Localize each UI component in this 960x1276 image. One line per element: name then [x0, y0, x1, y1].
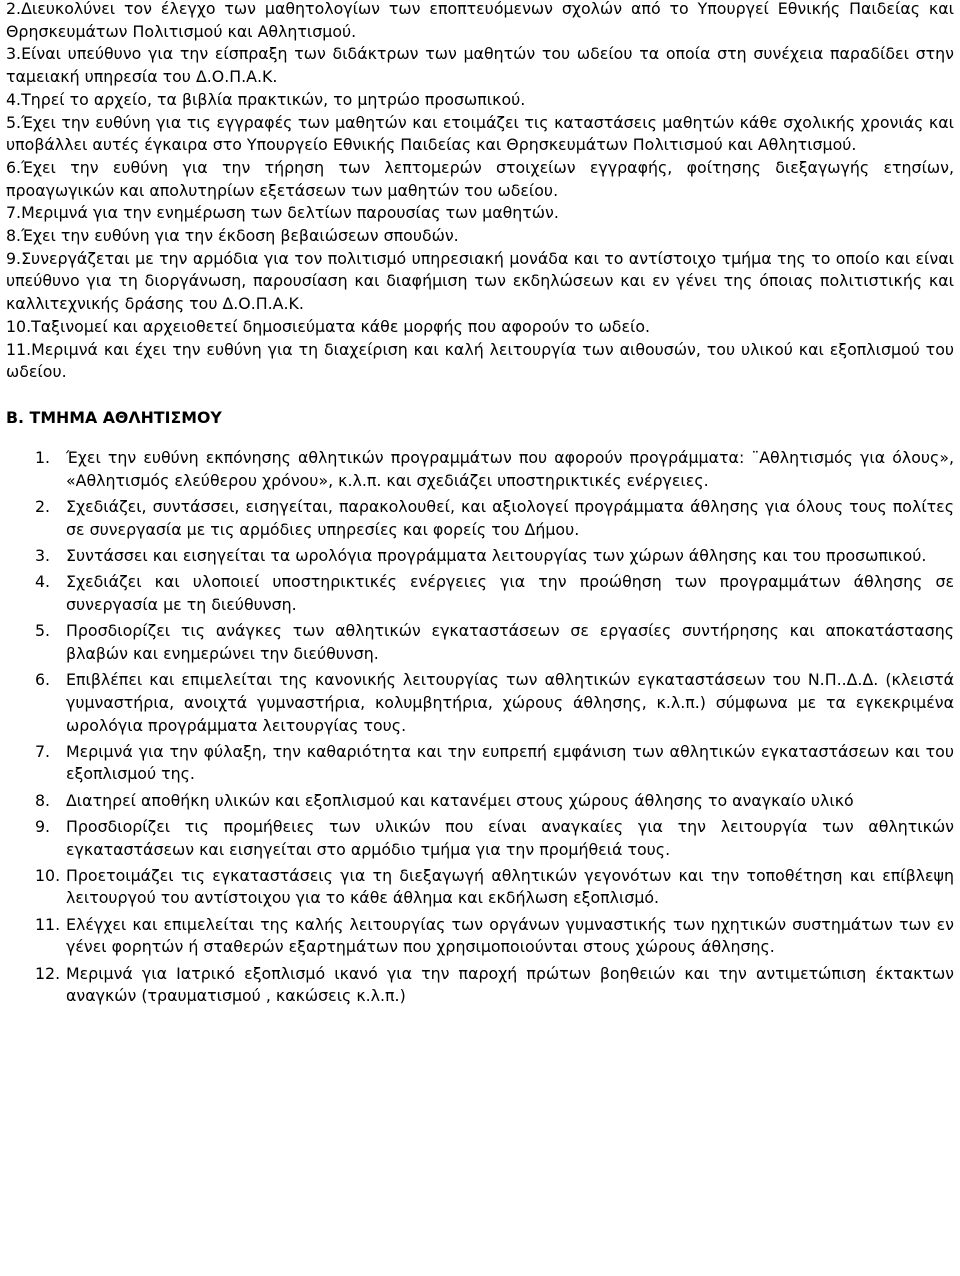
section-b-list	[6, 447, 954, 1008]
list-item-number: 12.	[35, 963, 61, 983]
list-item	[6, 571, 954, 616]
list-item	[6, 496, 954, 541]
section-a	[6, 0, 954, 384]
list-item-number: 10.	[35, 865, 61, 885]
list-item	[6, 620, 954, 665]
paragraph: 11.Μεριμνά και έχει την ευθύνη για τη διαχείριση και καλή λειτουργία των αιθουσών, του υλικού και εξοπλισμού του ωδείου.	[6, 339, 954, 382]
list-item-text: Ελέγχει και επιμελείται της καλής λειτουργίας των οργάνων γυμναστικής των ηχητικών συστημάτων των εν γένει φορητών ή σταθερών εξαρτημάτων που χρησιμοποιούνται στους χώρους άθλησης.	[66, 914, 954, 957]
paragraph: 4.Τηρεί το αρχείο, τα βιβλία πρακτικών, το μητρώο προσωπικού.	[6, 89, 526, 109]
list-item-number: 4.	[35, 572, 51, 592]
list-item-text: Προσδιορίζει τις προμήθειες των υλικών που είναι αναγκαίες για την λειτουργία των αθλητικών εγκαταστάσεων και εισηγείται στο αρμόδιο τμήμα για την προμήθειά τους.	[66, 816, 954, 859]
list-item-text: Προετοιμάζει τις εγκαταστάσεις για τη διεξαγωγή αθλητικών γεγονότων και την τοποθέτηση και επίβλεψη λειτουργού του αντίστοιχου για το κάθε άθλημα και εκδήλωση εξοπλισμό.	[66, 865, 954, 908]
list-item-text: Διατηρεί αποθήκη υλικών και εξοπλισμού και κατανέμει στους χώρους άθλησης το αναγκαίο υλικό	[66, 790, 854, 810]
list-item-text: Σχεδιάζει και υλοποιεί υποστηρικτικές ενέργειες για την προώθηση των προγραμμάτων άθλησης σε συνεργασία με τη διεύθυνση.	[66, 572, 954, 615]
list-item-text: Προσδιορίζει τις ανάγκες των αθλητικών εγκαταστάσεων σε εργασίες συντήρησης και αποκατάστασης βλαβών και ενημερώνει την διεύθυνση.	[66, 621, 954, 663]
list-item-text: Επιβλέπει και επιμελείται της κανονικής λειτουργίας των αθλητικών εγκαταστάσεων του Ν.Π..Δ.Δ. (κλειστά γυμναστήρια, ανοιχτά γυμναστήρια, κολυμβητήρια, χώρους άθλησης, κ.λ.π.) σύμφωνα με τα εγκεκριμένα ωρολόγια προγράμματα λειτουργίας τους.	[66, 670, 954, 735]
list-item	[6, 545, 954, 568]
list-item-number: 8.	[35, 790, 51, 810]
list-item-number: 11.	[35, 914, 61, 934]
list-item-number: 5.	[35, 621, 51, 641]
list-item	[6, 790, 954, 813]
list-item-text: Μεριμνά για Ιατρικό εξοπλισμό ικανό για την παροχή πρώτων βοηθειών και την αντιμετώπιση έκτακτων αναγκών (τραυματισμού , κακώσεις κ.λ.π.)	[66, 963, 954, 1006]
list-item-number: 7.	[35, 741, 51, 761]
list-item-number: 2.	[35, 497, 51, 517]
list-item-text: Συντάσσει και εισηγείται τα ωρολόγια προγράμματα λειτουργίας των χώρων άθλησης και του προσωπικού.	[66, 546, 927, 566]
blank-line	[6, 429, 954, 447]
paragraph: 7.Μεριμνά για την ενημέρωση των δελτίων παρουσίας των μαθητών.	[6, 203, 559, 223]
list-item	[6, 865, 954, 910]
list-item	[6, 741, 954, 786]
list-item	[6, 669, 954, 737]
list-item	[6, 816, 954, 861]
paragraph: 6.Έχει την ευθύνη για την τήρηση των λεπτομερών στοιχείων εγγραφής, φοίτησης διεξαγωγής ετησίων, προαγωγικών και απολυτηρίων εξετάσεων των μαθητών του ωδείου.	[6, 157, 954, 200]
list-item	[6, 447, 954, 492]
paragraph: 8.Έχει την ευθύνη για την έκδοση βεβαιώσεων σπουδών.	[6, 226, 459, 246]
list-item-number: 1.	[35, 448, 51, 468]
section-heading: Β. ΤΜΗΜΑ ΑΘΛΗΤΙΣΜΟΥ	[6, 407, 222, 427]
list-item-text: Σχεδιάζει, συντάσσει, εισηγείται, παρακολουθεί, και αξιολογεί προγράμματα άθλησης για όλους τους πολίτες σε συνεργασία με τις αρμόδιες υπηρεσίες και φορείς του Δήμου.	[66, 497, 954, 539]
list-item	[6, 914, 954, 959]
list-item-text: Έχει την ευθύνη εκπόνησης αθλητικών προγραμμάτων που αφορούν προγράμματα: ¨Αθλητισμός για όλους», «Αθλητισμός ελεύθερου χρόνου», κ.λ.π. και σχεδιάζει υποστηρικτικές ενέργειες.	[66, 448, 954, 491]
paragraph: 3.Είναι υπεύθυνο για την είσπραξη των διδάκτρων των μαθητών του ωδείου τα οποία στη συνέχεια παραδίδει στην ταμειακή υπηρεσία του Δ.Ο.Π.Α.Κ.	[6, 44, 954, 87]
list-item-number: 3.	[35, 546, 51, 566]
list-item-text: Μεριμνά για την φύλαξη, την καθαριότητα και την ευπρεπή εμφάνιση των αθλητικών εγκαταστάσεων και του εξοπλισμού της.	[66, 741, 954, 784]
paragraph: 9.Συνεργάζεται με την αρμόδια για τον πολιτισμό υπηρεσιακή μονάδα και το αντίστοιχο τμήμα της το οποίο και είναι υπεύθυνο για τη διοργάνωση, παρουσίαση και διαφήμιση των εκδηλώσεων και εν γένει της όποιας πολιτιστικής και καλλιτεχνικής δράσης του Δ.Ο.Π.Α.Κ.	[6, 248, 954, 314]
paragraph: 10.Ταξινομεί και αρχειοθετεί δημοσιεύματα κάθε μορφής που αφορούν το ωδείο.	[6, 316, 651, 336]
list-item-number: 9.	[35, 816, 51, 836]
paragraph: 2.Διευκολύνει τον έλεγχο των μαθητολογίων των εποπτευόμενων σχολών από το Υπουργεί Εθνικής Παιδείας και Θρησκευμάτων Πολιτισμού και Αθλητισμού.	[6, 0, 954, 41]
paragraph: 5.Έχει την ευθύνη για τις εγγραφές των μαθητών και ετοιμάζει τις καταστάσεις μαθητών κάθε σχολικής χρονιάς και υποβάλλει αυτές έγκαιρα στο Υπουργείο Εθνικής Παιδείας και Θρησκευμάτων Πολιτισμού και Αθλητισμού.	[6, 112, 954, 155]
document-page	[6, 0, 954, 1012]
list-item	[6, 963, 954, 1008]
blank-line	[6, 384, 954, 407]
list-item-number: 6.	[35, 670, 51, 690]
